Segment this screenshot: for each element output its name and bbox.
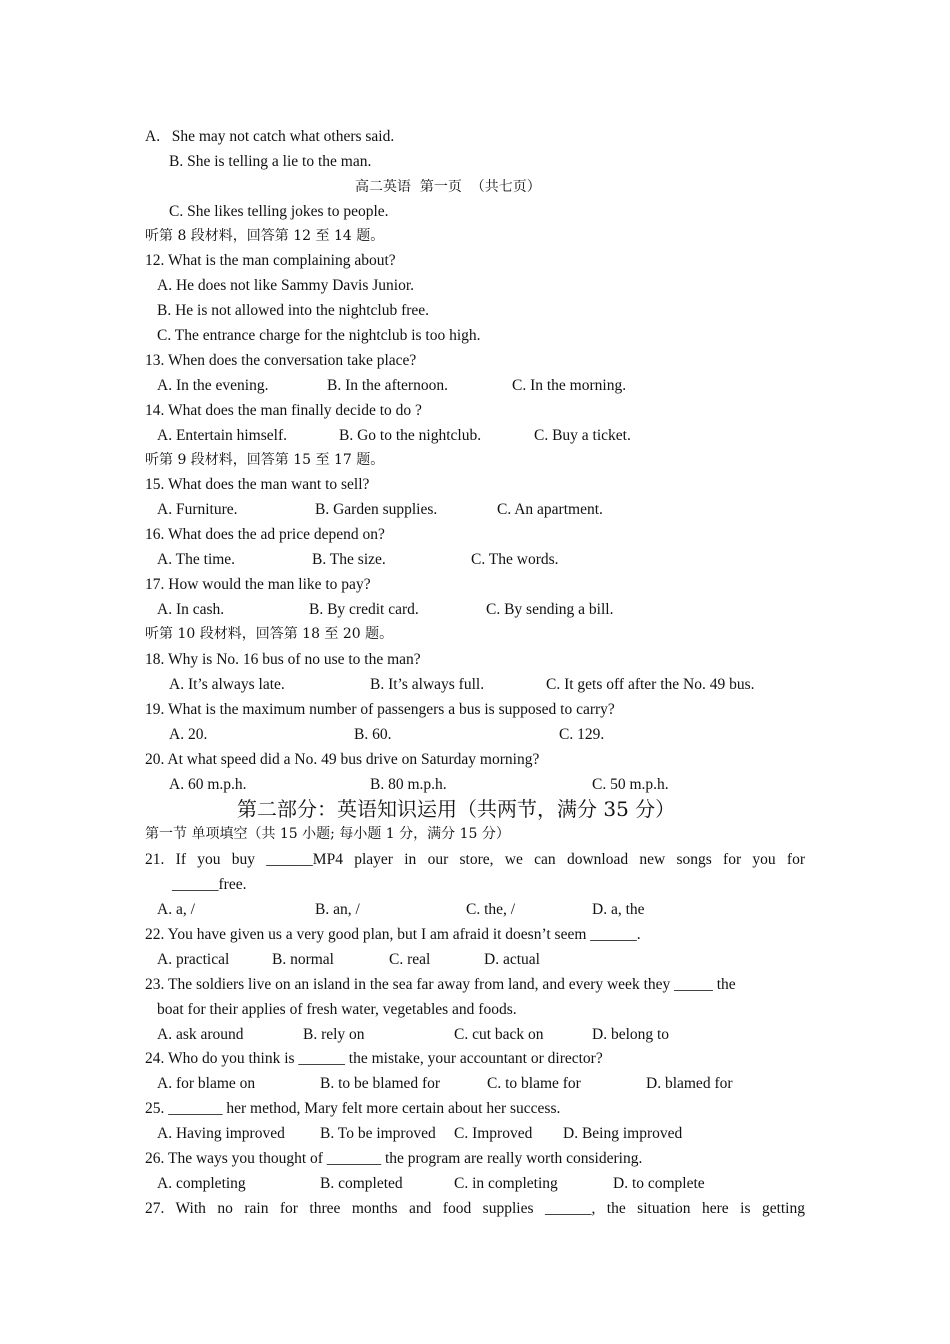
q21-stem-line2: ______free. — [172, 876, 247, 893]
q17-option-b: B. By credit card. — [309, 601, 419, 618]
q21-stem-line1: 21. If you buy ______MP4 player in our store, we can download new songs for you for — [145, 851, 805, 868]
q14-option-b: B. Go to the nightclub. — [339, 427, 482, 444]
q18-option-b: B. It’s always full. — [370, 676, 485, 693]
q27-stem-line1: 27. With no rain for three months and food supplies ______, the situation here is getting — [145, 1200, 805, 1217]
q12-option-b: B. He is not allowed into the nightclub free. — [157, 302, 430, 319]
q25-option-b: B. To be improved — [320, 1125, 436, 1142]
q24-stem: 24. Who do you think is ______ the mistake, your accountant or director? — [145, 1050, 603, 1067]
q16-stem: 16. What does the ad price depend on? — [145, 526, 385, 543]
q16-option-c: C. The words. — [471, 551, 559, 568]
q19-option-b: B. 60. — [354, 726, 392, 743]
section9-intro: 听第 9 段材料，回答第 15 至 17 题。 — [145, 452, 385, 468]
section10-intro: 听第 10 段材料，回答第 18 至 20 题。 — [145, 626, 394, 642]
q25-option-d: D. Being improved — [563, 1125, 683, 1142]
q26-stem: 26. The ways you thought of _______ the program are really worth considering. — [145, 1150, 643, 1167]
q22-option-d: D. actual — [484, 951, 540, 968]
q21-option-c: C. the, / — [466, 901, 516, 918]
q26-option-b: B. completed — [320, 1175, 403, 1192]
q11-option-b: B. She is telling a lie to the man. — [169, 153, 372, 170]
q23-stem-line2: boat for their applies of fresh water, vegetables and foods. — [157, 1001, 517, 1018]
q16-option-a: A. The time. — [157, 551, 236, 568]
q21-option-b: B. an, / — [315, 901, 360, 918]
q24-option-b: B. to be blamed for — [320, 1075, 441, 1092]
q20-stem: 20. At what speed did a No. 49 bus drive on Saturday morning? — [145, 751, 540, 768]
q12-option-c: C. The entrance charge for the nightclub is too high. — [157, 327, 481, 344]
q23-option-d: D. belong to — [592, 1026, 670, 1043]
q20-option-a: A. 60 m.p.h. — [169, 776, 247, 793]
q19-option-c: C. 129. — [559, 726, 605, 743]
q23-option-b: B. rely on — [303, 1026, 365, 1043]
q14-option-a: A. Entertain himself. — [157, 427, 287, 444]
q17-option-a: A. In cash. — [157, 601, 225, 618]
q25-option-c: C. Improved — [454, 1125, 533, 1142]
q18-stem: 18. Why is No. 16 bus of no use to the man? — [145, 651, 421, 668]
q25-stem: 25. _______ her method, Mary felt more certain about her success. — [145, 1100, 561, 1117]
q13-stem: 13. When does the conversation take place? — [145, 352, 417, 369]
q24-option-a: A. for blame on — [157, 1075, 256, 1092]
q22-option-c: C. real — [389, 951, 431, 968]
q23-option-c: C. cut back on — [454, 1026, 544, 1043]
q14-option-c: C. Buy a ticket. — [534, 427, 631, 444]
q23-stem-line1: 23. The soldiers live on an island in the sea far away from land, and every week they _____ the — [145, 976, 736, 993]
q20-option-c: C. 50 m.p.h. — [592, 776, 669, 793]
q13-option-a: A. In the evening. — [157, 377, 269, 394]
q15-option-a: A. Furniture. — [157, 501, 238, 518]
q26-option-d: D. to complete — [613, 1175, 705, 1192]
q22-option-b: B. normal — [272, 951, 334, 968]
q21-option-d: D. a, the — [592, 901, 645, 918]
q26-option-a: A. completing — [157, 1175, 246, 1192]
q25-option-a: A. Having improved — [157, 1125, 285, 1142]
q13-option-b: B. In the afternoon. — [327, 377, 448, 394]
part2-subtitle: 第一节 单项填空（共 15 小题; 每小题 1 分，满分 15 分） — [145, 826, 510, 842]
q22-stem: 22. You have given us a very good plan, but I am afraid it doesn’t seem ______. — [145, 926, 641, 943]
q11-option-c: C. She likes telling jokes to people. — [169, 203, 389, 220]
q18-option-a: A. It’s always late. — [169, 676, 285, 693]
q15-option-c: C. An apartment. — [497, 501, 603, 518]
q14-stem: 14. What does the man finally decide to do ? — [145, 402, 422, 419]
q17-stem: 17. How would the man like to pay? — [145, 576, 371, 593]
q16-option-b: B. The size. — [312, 551, 386, 568]
q15-option-b: B. Garden supplies. — [315, 501, 438, 518]
q20-option-b: B. 80 m.p.h. — [370, 776, 447, 793]
page-header: 高二英语 第一页 （共七页） — [355, 179, 541, 195]
q24-option-d: D. blamed for — [646, 1075, 733, 1092]
q11-option-a: A. She may not catch what others said. — [145, 128, 395, 145]
q17-option-c: C. By sending a bill. — [486, 601, 614, 618]
q12-option-a: A. He does not like Sammy Davis Junior. — [157, 277, 415, 294]
q26-option-c: C. in completing — [454, 1175, 558, 1192]
q12-stem: 12. What is the man complaining about? — [145, 252, 396, 269]
q19-option-a: A. 20. — [169, 726, 208, 743]
q19-stem: 19. What is the maximum number of passengers a bus is supposed to carry? — [145, 701, 615, 718]
section8-intro: 听第 8 段材料，回答第 12 至 14 题。 — [145, 228, 385, 244]
q13-option-c: C. In the morning. — [512, 377, 627, 394]
part2-title: 第二部分：英语知识运用（共两节，满分 35 分） — [237, 797, 676, 821]
q18-option-c: C. It gets off after the No. 49 bus. — [546, 676, 755, 693]
q22-option-a: A. practical — [157, 951, 230, 968]
q15-stem: 15. What does the man want to sell? — [145, 476, 370, 493]
q24-option-c: C. to blame for — [487, 1075, 581, 1092]
q23-option-a: A. ask around — [157, 1026, 244, 1043]
q21-option-a: A. a, / — [157, 901, 195, 918]
